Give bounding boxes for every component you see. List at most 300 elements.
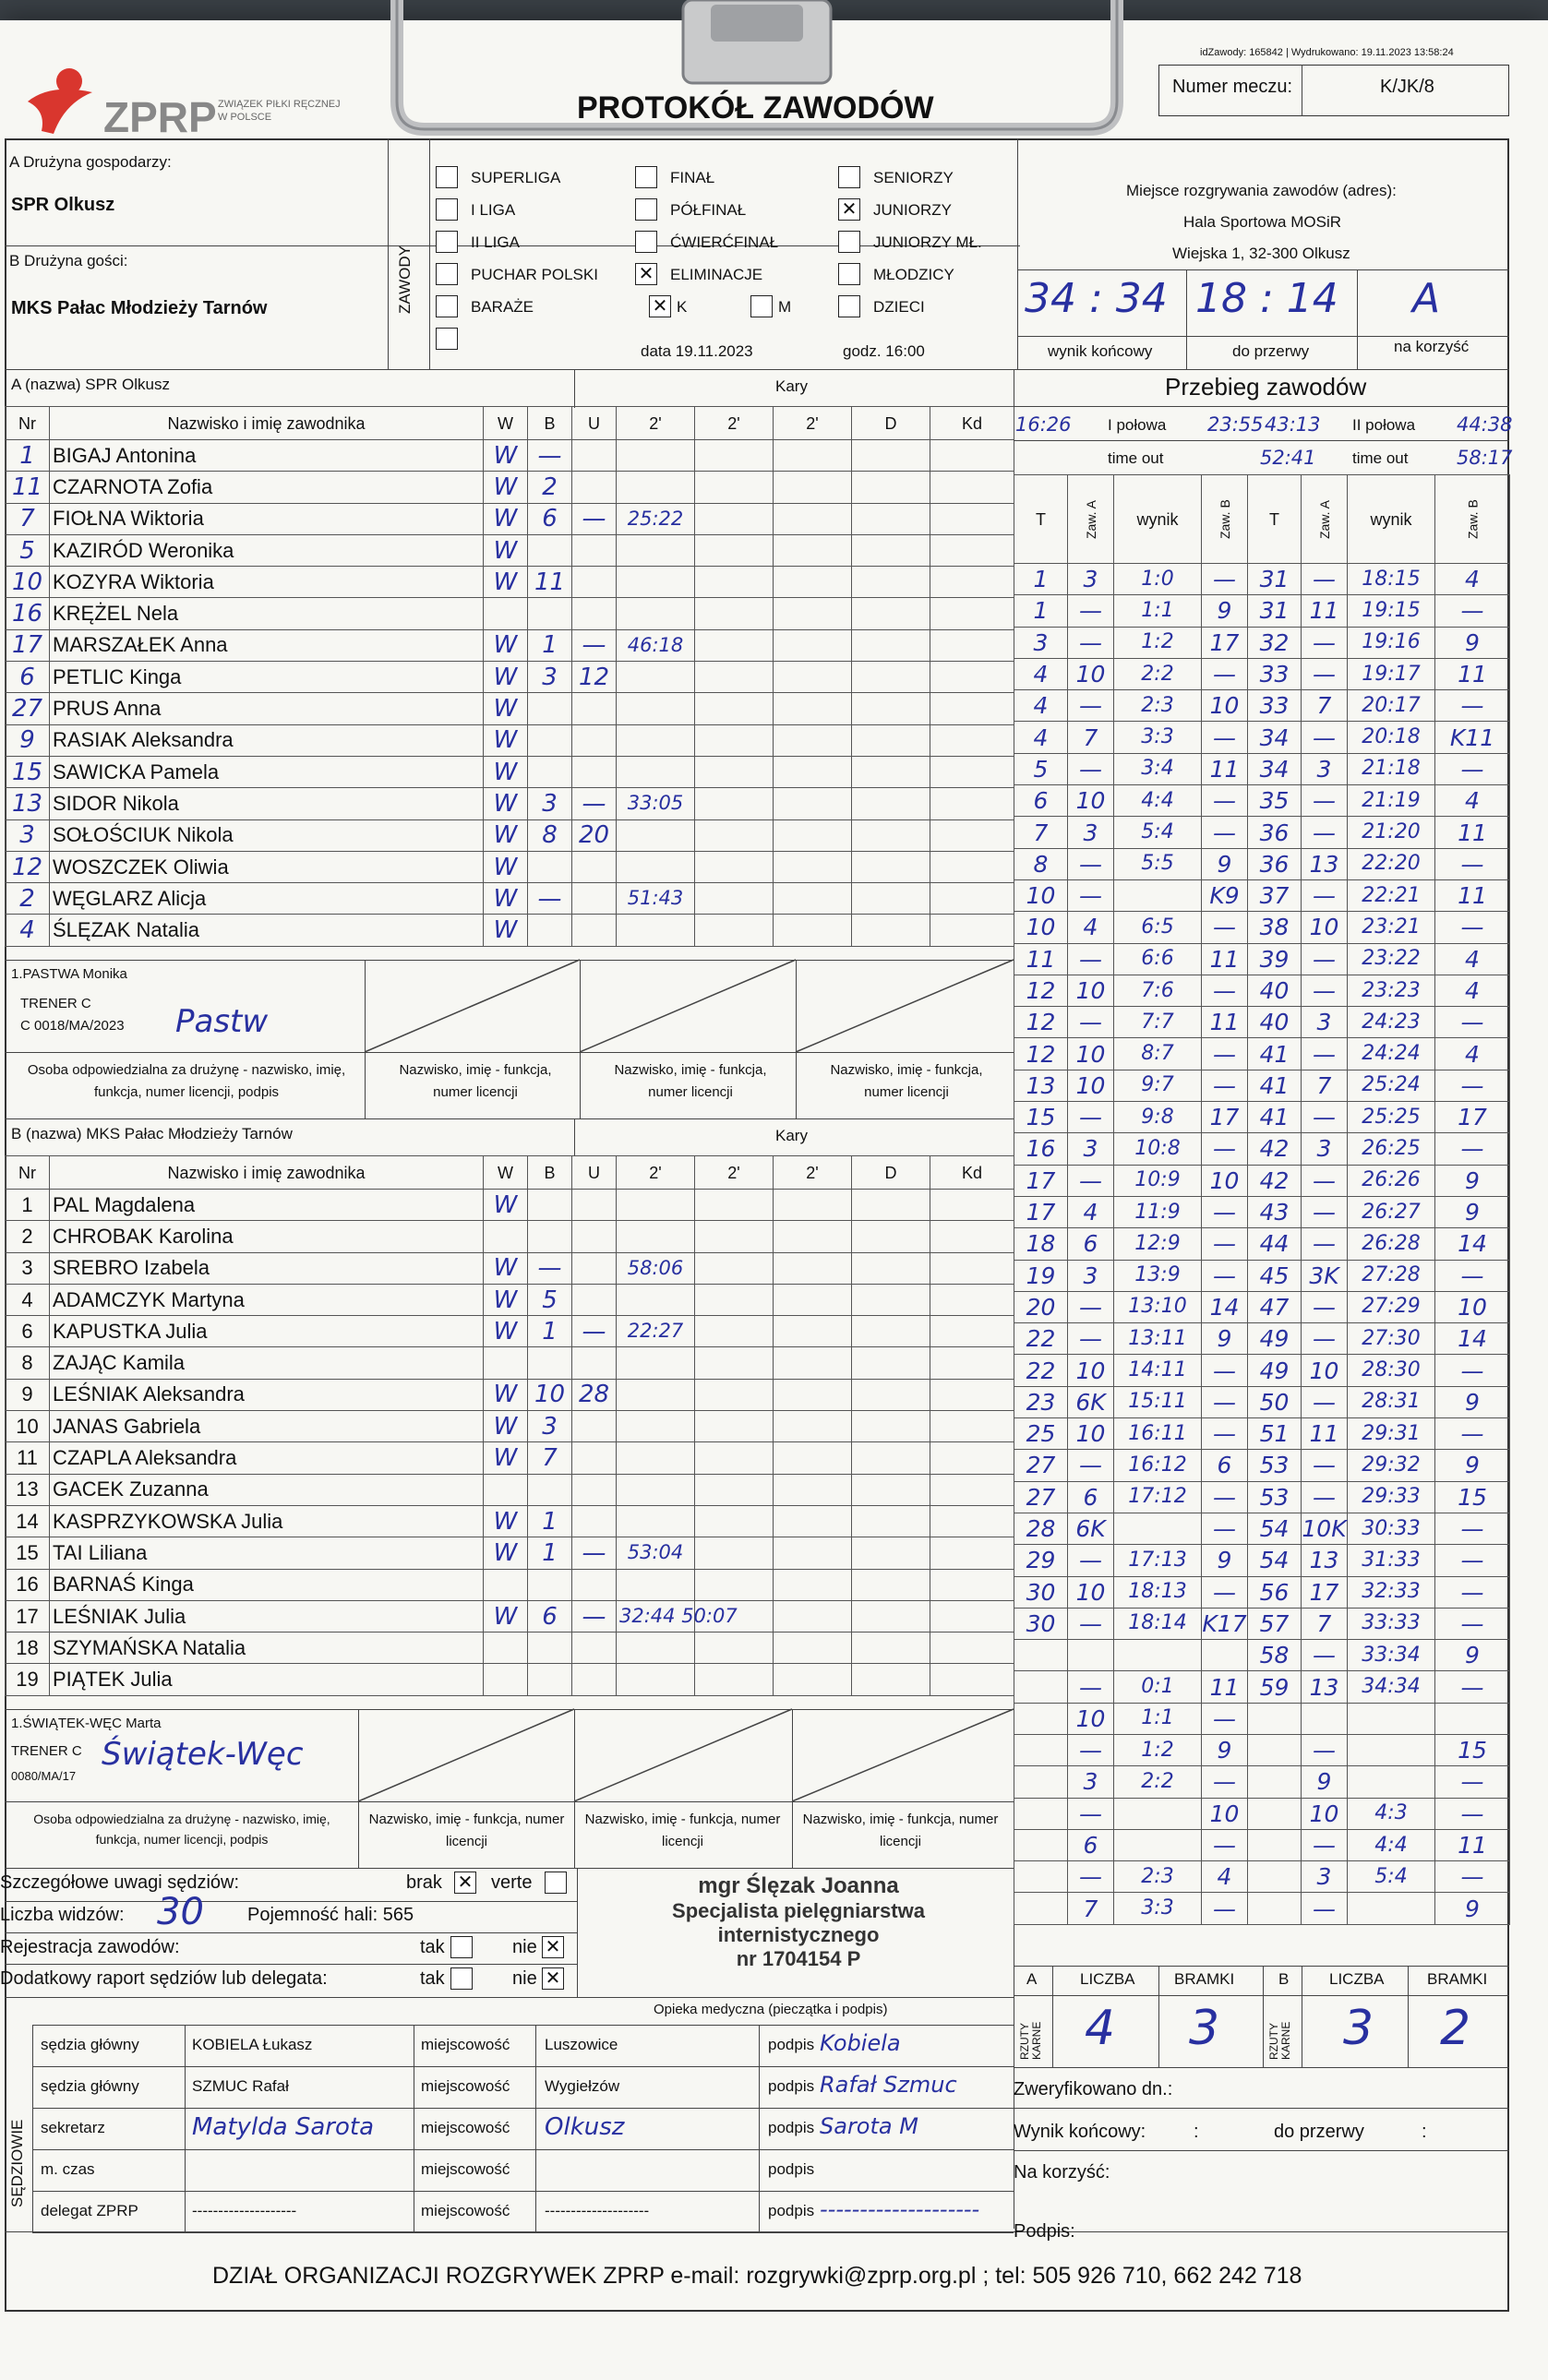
event-cell: 7: [1302, 1070, 1348, 1101]
official-name: --------------------: [192, 2202, 297, 2219]
checkbox-brak[interactable]: ✕: [454, 1872, 476, 1894]
event-cell: —: [1302, 1893, 1348, 1924]
col-w: W: [484, 407, 528, 440]
player-name: ZAJĄC Kamila: [50, 1347, 484, 1379]
player-2min: [617, 598, 695, 629]
event-cell: 40: [1248, 975, 1302, 1006]
event-cell: 14:11: [1114, 1355, 1202, 1386]
event-cell: 49: [1248, 1323, 1302, 1355]
player-row: [6, 503, 1014, 534]
event-cell: —: [1435, 1545, 1510, 1576]
event-cell: 15:11: [1114, 1386, 1202, 1417]
player-number: 2: [6, 1221, 50, 1252]
player-kd: [930, 1316, 1014, 1347]
event-cell: —: [1068, 1450, 1114, 1481]
event-cell: 11: [1435, 1829, 1510, 1860]
player-d: [852, 1411, 930, 1442]
event-cell: K9: [1202, 879, 1248, 911]
checkbox-registration-tak[interactable]: [450, 1936, 473, 1958]
event-cell: 1: [1014, 595, 1068, 627]
option-baraze: BARAŻE: [471, 298, 534, 316]
checkbox-seniorzy[interactable]: [838, 166, 860, 188]
player-goals: [528, 534, 572, 566]
verify-final-label: Wynik końcowy:: [1014, 2122, 1146, 2142]
half1-end: 23:55: [1207, 413, 1264, 436]
event-cell: [1014, 1861, 1068, 1893]
event-cell: 28:30: [1348, 1355, 1435, 1386]
player-warning: [572, 851, 617, 882]
player-number: 6: [6, 1316, 50, 1347]
extra-report-tak-label: tak: [420, 1968, 445, 1989]
player-2min-3: [774, 534, 852, 566]
spectators-label: Liczba widzów:: [0, 1905, 125, 1925]
event-cell: —: [1202, 1481, 1248, 1513]
event-cell: 44: [1248, 1228, 1302, 1260]
player-2min-2: [695, 1284, 774, 1315]
player-row: [6, 1569, 1014, 1600]
official-signature: Kobiela: [820, 2030, 901, 2056]
col-nr: Nr: [6, 1156, 50, 1190]
event-cell: —: [1202, 658, 1248, 689]
away-team-label: B Drużyna gości:: [9, 252, 128, 269]
checkbox-cwiercfinal[interactable]: [635, 231, 657, 253]
player-number: 27: [6, 693, 50, 724]
checkbox-extra-tak[interactable]: [450, 1967, 473, 1990]
player-kd: [930, 756, 1014, 787]
event-cell: —: [1302, 722, 1348, 753]
player-w: [484, 1347, 528, 1379]
player-2min-2: [695, 819, 774, 851]
player-2min-3: [774, 1600, 852, 1632]
event-cell: —: [1435, 1007, 1510, 1038]
event-row: [1014, 1734, 1510, 1765]
player-2min-2: [695, 472, 774, 503]
timeout-a: 52:41: [1260, 447, 1316, 469]
player-kd: [930, 1664, 1014, 1695]
checkbox-puchar[interactable]: [436, 263, 458, 285]
checkbox-i-liga[interactable]: [436, 198, 458, 221]
zawody-label: ZAWODY: [396, 245, 414, 314]
player-2min: [617, 1284, 695, 1315]
event-cell: 10: [1014, 879, 1068, 911]
verify-winner-label: Na korzyść:: [1014, 2162, 1110, 2183]
event-cell: [1014, 1640, 1068, 1671]
event-cell: 1:2: [1114, 1734, 1202, 1765]
col-w: W: [484, 1156, 528, 1190]
player-goals: —: [528, 883, 572, 915]
event-cell: —: [1068, 595, 1114, 627]
player-row: [6, 567, 1014, 598]
event-cell: —: [1435, 1513, 1510, 1544]
player-w: W: [484, 440, 528, 472]
checkbox-extra-nie[interactable]: ✕: [542, 1967, 564, 1990]
player-2min-3: [774, 1633, 852, 1664]
checkbox-mlodzicy[interactable]: [838, 263, 860, 285]
event-cell: 5:4: [1114, 817, 1202, 848]
checkbox-juniorzy-ml[interactable]: [838, 231, 860, 253]
event-cell: —: [1302, 1386, 1348, 1417]
player-goals: [528, 1569, 572, 1600]
kary-label-a: Kary: [775, 377, 808, 395]
karne-b-caption: RZUTY KARNE: [1267, 2021, 1293, 2060]
player-d: [852, 1505, 930, 1537]
event-cell: 11: [1202, 753, 1248, 784]
player-2min-2: [695, 756, 774, 787]
player-name: CHROBAK Karolina: [50, 1221, 484, 1252]
event-cell: 4: [1014, 722, 1068, 753]
event-cell: —: [1302, 1196, 1348, 1227]
player-kd: [930, 440, 1014, 472]
player-warning: [572, 1569, 617, 1600]
event-cell: 1:2: [1114, 627, 1202, 658]
event-cell: 24:23: [1348, 1007, 1435, 1038]
event-cell: 13: [1302, 1671, 1348, 1703]
checkbox-baraze[interactable]: [436, 295, 458, 317]
event-cell: 32:33: [1348, 1576, 1435, 1608]
player-2min-3: [774, 756, 852, 787]
event-cell: 23:23: [1348, 975, 1435, 1006]
player-2min-3: [774, 1474, 852, 1505]
kary-label-b: Kary: [775, 1127, 808, 1144]
player-2min-2: [695, 788, 774, 819]
player-goals: 5: [528, 1284, 572, 1315]
player-d: [852, 1347, 930, 1379]
player-d: [852, 724, 930, 756]
player-warning: 20: [572, 819, 617, 851]
player-goals: [528, 1664, 572, 1695]
diagonal-strikes: [358, 1709, 1014, 1801]
event-cell: 3: [1014, 627, 1068, 658]
hall-capacity: Pojemność hali: 565: [247, 1905, 414, 1925]
event-cell: 10: [1068, 1070, 1114, 1101]
event-cell: 3: [1068, 1260, 1114, 1291]
option-puchar: PUCHAR POLSKI: [471, 266, 598, 283]
event-cell: —: [1302, 658, 1348, 689]
player-w: [484, 1221, 528, 1252]
player-goals: 1: [528, 1316, 572, 1347]
event-cell: 3K: [1302, 1260, 1348, 1291]
player-warning: [572, 1505, 617, 1537]
away-team-name: MKS Pałac Młodzieży Tarnów: [11, 298, 268, 318]
player-number: 9: [6, 724, 50, 756]
player-warning: [572, 1664, 617, 1695]
event-cell: [1348, 1766, 1435, 1798]
halftime-score: 18 : 14: [1195, 275, 1338, 322]
event-cell: 19:16: [1348, 627, 1435, 658]
player-warning: [572, 693, 617, 724]
event-cell: 6: [1068, 1481, 1114, 1513]
checkbox-superliga[interactable]: [436, 166, 458, 188]
player-name: ŚLĘZAK Natalia: [50, 915, 484, 946]
col-zaw-a: Zaw. A: [1068, 475, 1114, 564]
checkbox-polfinal[interactable]: [635, 198, 657, 221]
event-row: [1014, 1133, 1510, 1165]
event-row: [1014, 1481, 1510, 1513]
player-kd: [930, 598, 1014, 629]
team-a-header: A (nazwa) SPR Olkusz: [11, 376, 170, 393]
player-2min-3: [774, 724, 852, 756]
event-cell: —: [1435, 848, 1510, 879]
event-cell: 11: [1302, 595, 1348, 627]
player-name: KRĘŻEL Nela: [50, 598, 484, 629]
official-city: --------------------: [545, 2202, 650, 2219]
karne-a-label: A: [1026, 1970, 1038, 1988]
player-warning: [572, 440, 617, 472]
event-cell: 7: [1014, 817, 1068, 848]
official-sign-label: podpis: [768, 2036, 815, 2053]
player-2min: 51:43: [617, 883, 695, 915]
col-u: U: [572, 407, 617, 440]
event-cell: [1348, 1893, 1435, 1924]
player-kd: [930, 1442, 1014, 1474]
event-row: [1014, 879, 1510, 911]
event-cell: 4: [1435, 1038, 1510, 1070]
event-cell: 10: [1435, 1291, 1510, 1322]
player-d: [852, 534, 930, 566]
checkbox-final[interactable]: [635, 166, 657, 188]
player-2min-2: [695, 851, 774, 882]
player-row: [6, 1190, 1014, 1221]
org-name-2: W POLSCE: [218, 112, 272, 123]
official-signature: Sarota M: [820, 2113, 918, 2139]
official-sign-label: podpis: [768, 2202, 815, 2219]
event-cell: 10: [1302, 1355, 1348, 1386]
player-name: LEŚNIAK Julia: [50, 1600, 484, 1632]
event-cell: 16: [1014, 1133, 1068, 1165]
player-row: [6, 1221, 1014, 1252]
event-cell: 59: [1248, 1671, 1302, 1703]
event-cell: 27: [1014, 1450, 1068, 1481]
player-name: RASIAK Aleksandra: [50, 724, 484, 756]
player-kd: [930, 1505, 1014, 1537]
option-juniorzy: JUNIORZY: [873, 201, 952, 219]
player-goals: [528, 1221, 572, 1252]
event-cell: 41: [1248, 1102, 1302, 1133]
official-city-label: miejscowość: [421, 2202, 510, 2219]
player-2min-2: [695, 629, 774, 661]
checkbox-ii-liga[interactable]: [436, 231, 458, 253]
event-cell: 30: [1014, 1608, 1068, 1639]
player-2min-2: [695, 598, 774, 629]
official-role: sędzia główny: [41, 2036, 139, 2053]
event-row: [1014, 1893, 1510, 1924]
player-2min-2: [695, 1221, 774, 1252]
official-city: Olkusz: [545, 2113, 625, 2141]
event-cell: 9: [1202, 595, 1248, 627]
checkbox-blank[interactable]: [436, 328, 458, 350]
player-w: [484, 1664, 528, 1695]
player-w: W: [484, 534, 528, 566]
event-cell: —: [1302, 943, 1348, 975]
half1-label: I połowa: [1108, 416, 1167, 434]
team-a-table: [5, 406, 1014, 947]
registration-nie-label: nie: [512, 1937, 537, 1957]
event-cell: 6:6: [1114, 943, 1202, 975]
checkbox-dzieci[interactable]: [838, 295, 860, 317]
event-cell: 9: [1435, 1386, 1510, 1417]
player-2min-2: [695, 1379, 774, 1410]
event-cell: 23: [1014, 1386, 1068, 1417]
player-2min-2: [695, 534, 774, 566]
event-cell: —: [1068, 627, 1114, 658]
event-cell: 11: [1202, 1007, 1248, 1038]
player-name: CZARNOTA Zofia: [50, 472, 484, 503]
player-kd: [930, 1474, 1014, 1505]
checkbox-juniorzy[interactable]: ✕: [838, 198, 860, 221]
winner-label: na korzyść: [1394, 338, 1470, 355]
event-cell: 13:11: [1114, 1323, 1202, 1355]
player-row: [6, 1347, 1014, 1379]
player-warning: —: [572, 503, 617, 534]
event-cell: 5:4: [1348, 1861, 1435, 1893]
event-cell: 3: [1302, 1861, 1348, 1893]
event-cell: 9: [1435, 1450, 1510, 1481]
event-cell: 2:3: [1114, 1861, 1202, 1893]
player-warning: [572, 534, 617, 566]
final-score-label: wynik końcowy: [1048, 342, 1153, 360]
event-cell: —: [1302, 1734, 1348, 1765]
player-warning: [572, 1633, 617, 1664]
event-cell: 35: [1248, 785, 1302, 817]
official-name: KOBIELA Łukasz: [192, 2036, 313, 2053]
player-2min: [617, 534, 695, 566]
event-cell: —: [1302, 1640, 1348, 1671]
player-w: W: [484, 1284, 528, 1315]
player-w: W: [484, 819, 528, 851]
event-cell: 10: [1068, 1038, 1114, 1070]
halftime-label: do przerwy: [1232, 342, 1310, 360]
checkbox-m[interactable]: [750, 295, 773, 317]
event-cell: 4: [1202, 1861, 1248, 1893]
checkbox-registration-nie[interactable]: ✕: [542, 1936, 564, 1958]
event-cell: 9: [1202, 1545, 1248, 1576]
player-goals: 3: [528, 662, 572, 693]
player-2min-3: [774, 440, 852, 472]
event-cell: 43: [1248, 1196, 1302, 1227]
event-cell: —: [1202, 1133, 1248, 1165]
half2-end: 44:38: [1457, 413, 1513, 436]
event-cell: 1: [1014, 564, 1068, 595]
player-goals: —: [528, 440, 572, 472]
event-row: [1014, 1007, 1510, 1038]
player-row: [6, 819, 1014, 851]
player-row: [6, 788, 1014, 819]
event-cell: 28:31: [1348, 1386, 1435, 1417]
event-cell: 10: [1068, 1703, 1114, 1734]
col-b: B: [528, 407, 572, 440]
player-number: 12: [6, 851, 50, 882]
event-cell: 4:4: [1114, 785, 1202, 817]
event-cell: —: [1202, 1418, 1248, 1450]
player-goals: [528, 1190, 572, 1221]
player-2min: 33:05: [617, 788, 695, 819]
event-cell: —: [1302, 1038, 1348, 1070]
player-warning: 12: [572, 662, 617, 693]
player-number: 13: [6, 788, 50, 819]
karne-a-caption: RZUTY KARNE: [1018, 2021, 1044, 2060]
event-cell: 33:33: [1348, 1608, 1435, 1639]
stamp-line-3: internistycznego: [717, 1923, 880, 1946]
event-cell: —: [1435, 1133, 1510, 1165]
print-meta: idZawody: 165842 | Wydrukowano: 19.11.2023 13:58:24: [1200, 47, 1454, 58]
player-2min: [617, 1569, 695, 1600]
player-warning: [572, 567, 617, 598]
event-cell: 9: [1435, 1165, 1510, 1196]
event-cell: 4: [1068, 912, 1114, 943]
event-cell: —: [1202, 1355, 1248, 1386]
event-cell: [1014, 1893, 1068, 1924]
event-cell: 53: [1248, 1481, 1302, 1513]
player-d: [852, 1442, 930, 1474]
checkbox-verte[interactable]: [545, 1872, 567, 1894]
option-m: M: [778, 298, 792, 316]
player-2min: [617, 567, 695, 598]
player-d: [852, 440, 930, 472]
coach-b-license-2: 0080/MA/17: [11, 1769, 77, 1783]
event-cell: —: [1302, 627, 1348, 658]
event-cell: 22:20: [1348, 848, 1435, 879]
player-2min-3: [774, 1442, 852, 1474]
option-k: K: [677, 298, 688, 316]
player-d: [852, 567, 930, 598]
event-cell: —: [1068, 690, 1114, 722]
player-w: W: [484, 693, 528, 724]
event-cell: 5: [1014, 753, 1068, 784]
player-d: [852, 915, 930, 946]
checkbox-eliminacje[interactable]: ✕: [635, 263, 657, 285]
timeout-label-2: time out: [1352, 449, 1409, 467]
event-cell: 58: [1248, 1640, 1302, 1671]
event-cell: —: [1302, 785, 1348, 817]
event-cell: 18:13: [1114, 1576, 1202, 1608]
przebieg-title: Przebieg zawodów: [1165, 373, 1367, 401]
karne-b-liczba: 3: [1343, 2001, 1374, 2056]
player-2min-2: [695, 1190, 774, 1221]
player-warning: [572, 724, 617, 756]
event-cell: 6:5: [1114, 912, 1202, 943]
player-warning: —: [572, 1316, 617, 1347]
player-2min-3: [774, 1316, 852, 1347]
event-cell: 22: [1014, 1323, 1068, 1355]
event-cell: 38: [1248, 912, 1302, 943]
player-kd: [930, 915, 1014, 946]
player-2min: 22:27: [617, 1316, 695, 1347]
event-cell: —: [1068, 879, 1114, 911]
official-role: delegat ZPRP: [41, 2202, 138, 2219]
col-2min: 2': [617, 1156, 695, 1190]
checkbox-k[interactable]: ✕: [649, 295, 671, 317]
player-name: KAPUSTKA Julia: [50, 1316, 484, 1347]
event-cell: —: [1435, 1418, 1510, 1450]
event-cell: 42: [1248, 1133, 1302, 1165]
event-cell: 9: [1435, 1196, 1510, 1227]
official-signature: Rafał Szmuc: [820, 2072, 957, 2098]
event-cell: 27: [1014, 1481, 1068, 1513]
event-cell: K17: [1202, 1608, 1248, 1639]
player-w: [484, 598, 528, 629]
player-name: BARNAŚ Kinga: [50, 1569, 484, 1600]
event-cell: —: [1435, 1671, 1510, 1703]
player-2min: [617, 472, 695, 503]
event-cell: [1014, 1734, 1068, 1765]
player-kd: [930, 1633, 1014, 1664]
event-cell: —: [1202, 1038, 1248, 1070]
player-2min-3: [774, 472, 852, 503]
col-2min: 2': [617, 407, 695, 440]
player-d: [852, 472, 930, 503]
event-cell: 11: [1302, 1418, 1348, 1450]
event-cell: 10: [1068, 785, 1114, 817]
